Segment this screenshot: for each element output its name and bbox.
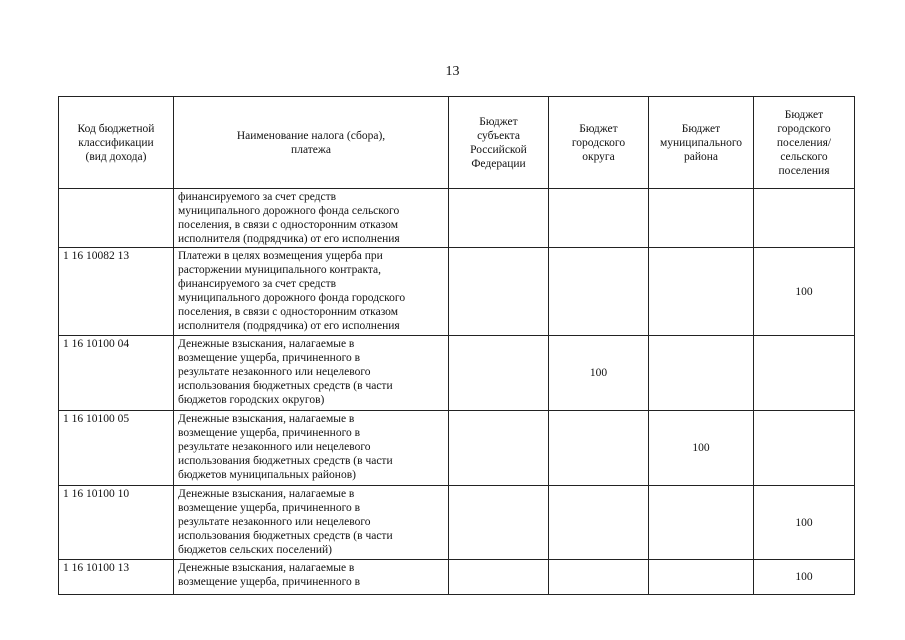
page-number: 13	[445, 64, 460, 79]
column-header-city-okrug-budget: Бюджет городского округа	[549, 97, 649, 189]
mun-rayon-cell	[649, 560, 754, 595]
city-okrug-cell	[549, 248, 649, 336]
city-okrug-cell	[549, 560, 649, 595]
table-row	[59, 336, 855, 411]
city-okrug-cell	[549, 411, 649, 486]
code-cell: 1 16 10100 04	[59, 336, 174, 411]
name-cell: Денежные взыскания, налагаемые в возмещение ущерба, причиненного в результате незаконного или нецелевого использования бюджетных средств (в части бюджетов сельских поселений)	[174, 486, 449, 560]
mun-rayon-cell: 100	[649, 411, 754, 486]
name-cell: Денежные взыскания, налагаемые в возмещение ущерба, причиненного в результате незаконного или нецелевого использования бюджетных средств (в части бюджетов городских округов)	[174, 336, 449, 411]
mun-rayon-cell	[649, 189, 754, 248]
header-row	[59, 97, 855, 189]
settlement-cell: 100	[754, 486, 855, 560]
settlement-cell	[754, 411, 855, 486]
subject-budget-cell	[449, 411, 549, 486]
budget-classification-table	[58, 96, 855, 595]
code-cell: 1 16 10082 13	[59, 248, 174, 336]
column-header-municipal-rayon-budget: Бюджет муниципального района	[649, 97, 754, 189]
code-cell: 1 16 10100 10	[59, 486, 174, 560]
table-row	[59, 486, 855, 560]
column-header-subject-budget: Бюджет субъекта Российской Федерации	[449, 97, 549, 189]
code-cell	[59, 189, 174, 248]
mun-rayon-cell	[649, 248, 754, 336]
name-cell: Платежи в целях возмещения ущерба при расторжении муниципального контракта, финансируемого за счет средств муниципального дорожного фонда городского поселения, в связи с односторонним отказом исполнителя (подрядчика) от его исполнения	[174, 248, 449, 336]
code-cell: 1 16 10100 13	[59, 560, 174, 595]
subject-budget-cell	[449, 486, 549, 560]
mun-rayon-cell	[649, 486, 754, 560]
column-header-name: Наименование налога (сбора), платежа	[174, 97, 449, 189]
settlement-cell: 100	[754, 248, 855, 336]
table-row	[59, 248, 855, 336]
column-header-settlement-budget: Бюджет городского поселения/ сельского поселения	[754, 97, 855, 189]
name-cell: Денежные взыскания, налагаемые в возмещение ущерба, причиненного в	[174, 560, 449, 595]
code-cell: 1 16 10100 05	[59, 411, 174, 486]
settlement-cell	[754, 336, 855, 411]
subject-budget-cell	[449, 560, 549, 595]
city-okrug-cell	[549, 189, 649, 248]
city-okrug-cell: 100	[549, 336, 649, 411]
settlement-cell	[754, 189, 855, 248]
mun-rayon-cell	[649, 336, 754, 411]
settlement-cell: 100	[754, 560, 855, 595]
column-header-code: Код бюджетной классификации (вид дохода)	[59, 97, 174, 189]
subject-budget-cell	[449, 189, 549, 248]
subject-budget-cell	[449, 248, 549, 336]
table-row	[59, 560, 855, 595]
subject-budget-cell	[449, 336, 549, 411]
name-cell: финансируемого за счет средств муниципального дорожного фонда сельского поселения, в связи с односторонним отказом исполнителя (подрядчика) от его исполнения	[174, 189, 449, 248]
table-row	[59, 189, 855, 248]
table-row	[59, 411, 855, 486]
name-cell: Денежные взыскания, налагаемые в возмещение ущерба, причиненного в результате незаконного или нецелевого использования бюджетных средств (в части бюджетов муниципальных районов)	[174, 411, 449, 486]
city-okrug-cell	[549, 486, 649, 560]
